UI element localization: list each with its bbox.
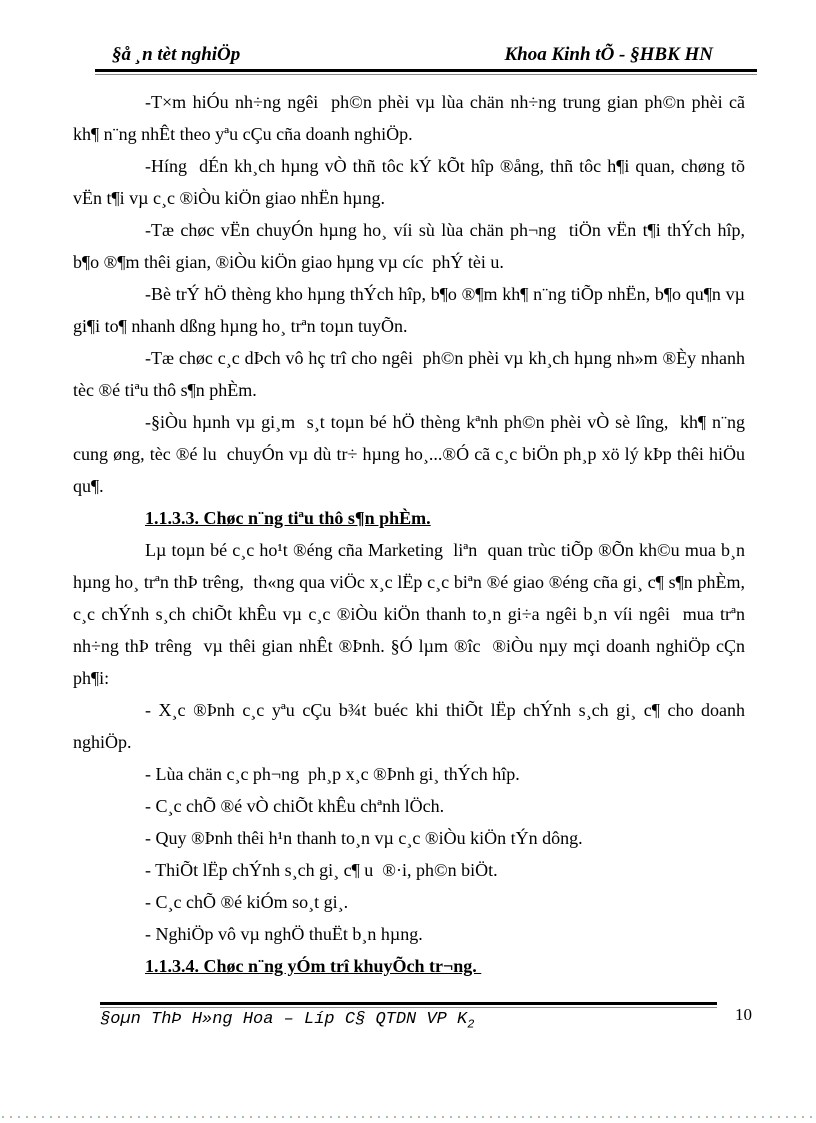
paragraph-marketing-sales: Lµ toµn bé c¸c ho¹t ®éng cña Marketing liªn quan trùc tiÕp ®Õn kh©u mua b¸n hµng ho¸ trªn thÞ trêng, th«ng qua viÖc x¸c lËp c¸c biªn ®é giao ®éng cña gi¸ c¶ s¶n phÈm, c¸c chÝnh s¸ch chiÕt khÊu vµ c¸c ®iÒu kiÖn thanh to¸n gi÷a ngêi b¸n víi ngêi mua trªn nh÷ng thÞ trêng vµ thêi gian nhÊt ®Þnh. §Ó lµm ®îc ®iÒu nµy mçi doanh nghiÖp cÇn ph¶i: <box>73 540 745 688</box>
bullet-pricing-methods: - Lùa chän c¸c ph¬ng ph¸p x¸c ®Þnh gi¸ thÝch hîp. <box>145 764 520 784</box>
scan-artifact-dotted-line <box>2 1116 814 1118</box>
bullet-price-control: - C¸c chÕ ®é kiÓm so¸t gi¸. <box>145 892 349 912</box>
header-rule <box>95 69 757 75</box>
bullet-price-requirements: - X¸c ®Þnh c¸c yªu cÇu b¾t buéc khi thiÕt lËp chÝnh s¸ch gi¸ c¶ cho doanh nghiÖp. <box>73 700 745 752</box>
paragraph-transport-organization: -Tæ chøc vËn chuyÓn hµng ho¸ víi sù lùa chän ph¬ng tiÖn vËn t¶i thÝch hîp, b¶o ®¶m thêi gian, ®iÒu kiÖn giao hµng vµ cíc phÝ tèi u. <box>73 220 745 272</box>
paragraph-channel-monitoring: -§iÒu hµnh vµ gi¸m s¸t toµn bé hÖ thèng kªnh ph©n phèi vÒ sè lîng, kh¶ n¨ng cung øng, tèc ®é lu chuyÓn vµ dù tr÷ hµng ho¸...®Ó cã c¸c biÖn ph¸p xö lý kÞp thêi hiÖu qu¶. <box>73 412 745 496</box>
paragraph-find-distributors: -T×m hiÓu nh÷ng ngêi ph©n phèi vµ lùa chän nh÷ng trung gian ph©n phèi cã kh¶ n¨ng nhÊt theo yªu cÇu cña doanh nghiÖp. <box>73 92 745 144</box>
document-body <box>73 86 745 982</box>
header-left-title: §å ¸n tèt nghiÖp <box>112 44 241 65</box>
footer-author-line <box>100 1010 475 1032</box>
footer-author-text: §oµn ThÞ H»ng Hoa – Líp C§ QTDN VP K <box>100 1010 468 1029</box>
paragraph-warehouse-system: -Bè trÝ hÖ thèng kho hµng thÝch hîp, b¶o ®¶m kh¶ n¨ng tiÕp nhËn, b¶o qu¶n vµ gi¶i to¶ nhanh dßng hµng ho¸ trªn toµn tuyÕn. <box>73 284 745 336</box>
page-number: 10 <box>735 1005 752 1024</box>
page-header <box>95 44 755 66</box>
footer-rule <box>100 1002 717 1008</box>
paragraph-guide-customers: -Híng dÉn kh¸ch hµng vÒ thñ tôc kÝ kÕt hîp ®ång, thñ tôc h¶i quan, chøng tõ vËn t¶i vµ c¸c ®iÒu kiÖn giao nhËn hµng. <box>73 156 745 208</box>
footer-author-subscript: 2 <box>467 1017 475 1032</box>
bullet-preferential-pricing: - ThiÕt lËp chÝnh s¸ch gi¸ c¶ u ®·i, ph©n biÖt. <box>145 860 498 880</box>
bullet-payment-terms: - Quy ®Þnh thêi h¹n thanh to¸n vµ c¸c ®iÒu kiÖn tÝn dông. <box>145 828 583 848</box>
section-heading-1-1-3-3: 1.1.3.3. Chøc n¨ng tiªu thô s¶n phÈm. <box>145 508 431 528</box>
section-heading-1-1-3-4: 1.1.3.4. Chøc n¨ng yÓm trî khuyÕch tr¬ng. <box>145 956 482 976</box>
bullet-discount-regimes: - C¸c chÕ ®é vÒ chiÕt khÊu chªnh lÖch. <box>145 796 445 816</box>
paragraph-support-services: -Tæ chøc c¸c dÞch vô hç trî cho ngêi ph©n phèi vµ kh¸ch hµng nh»m ®Èy nhanh tèc ®é tiªu thô s¶n phÈm. <box>73 348 745 400</box>
bullet-sales-technique: - NghiÖp vô vµ nghÖ thuËt b¸n hµng. <box>145 924 423 944</box>
header-right-title: Khoa Kinh tÕ - §HBK HN <box>504 44 713 65</box>
